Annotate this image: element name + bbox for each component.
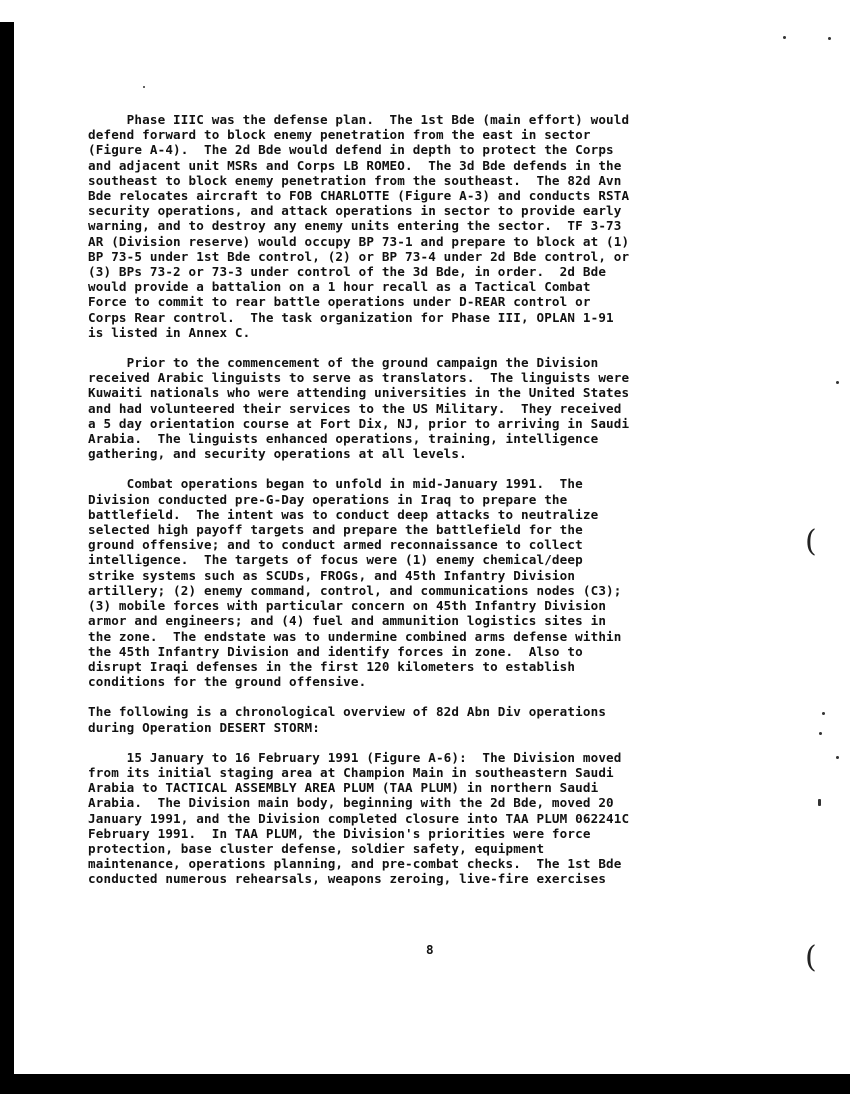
text-line: conditions for the ground offensive. [88, 674, 367, 690]
text-line: conducted numerous rehearsals, weapons zeroing, live-fire exercises [88, 871, 607, 887]
text-line: the zone. The endstate was to undermine combined arms defense within [88, 628, 622, 644]
text-line: (3) BPs 73-2 or 73-3 under control of the 3d Bde, in order. 2d Bde [88, 264, 607, 280]
text-line: a 5 day orientation course at Fort Dix, NJ, prior to arriving in Saudi [88, 415, 630, 431]
text-line: The following is a chronological overview of 82d Abn Div operations [88, 704, 607, 720]
text-line: received Arabic linguists to serve as translators. The linguists were [88, 370, 630, 386]
scan-speck [836, 756, 839, 759]
text-line: Phase IIIC was the defense plan. The 1st Bde (main effort) would [88, 112, 630, 127]
text-line: protection, base cluster defense, soldier safety, equipment [88, 840, 545, 856]
text-line: February 1991. In TAA PLUM, the Division's priorities were force [88, 825, 591, 841]
scan-border-bottom [0, 1074, 850, 1094]
text-line: southeast to block enemy penetration from the southeast. The 82d Avn [88, 172, 622, 188]
text-line: battlefield. The intent was to conduct deep attacks to neutralize [88, 506, 599, 522]
text-line: Arabia. The linguists enhanced operations, training, intelligence [88, 431, 599, 447]
text-line: is listed in Annex C. [88, 324, 251, 340]
text-line: Force to commit to rear battle operations under D-REAR control or [88, 294, 591, 310]
text-line: Arabia. The Division main body, beginning with the 2d Bde, moved 20 [88, 795, 614, 811]
text-line: BP 73-5 under 1st Bde control, (2) or BP 73-4 under 2d Bde control, or [88, 248, 630, 264]
text-line: strike systems such as SCUDs, FROGs, and 45th Infantry Division [88, 567, 576, 583]
scan-speck [836, 381, 839, 384]
text-line: the 45th Infantry Division and identify forces in zone. Also to [88, 643, 583, 659]
paragraph [88, 476, 778, 689]
text-line: and had volunteered their services to the US Military. They received [88, 400, 622, 416]
scan-border-left [0, 22, 14, 1074]
text-line: ground offensive; and to conduct armed reconnaissance to collect [88, 537, 583, 553]
text-line: Corps Rear control. The task organization for Phase III, OPLAN 1-91 [88, 309, 614, 325]
margin-paren-mark: ( [805, 940, 817, 975]
scan-speck [828, 37, 831, 40]
text-line: 15 January to 16 February 1991 (Figure A-6): The Division moved [88, 749, 622, 765]
text-line: Bde relocates aircraft to FOB CHARLOTTE (Figure A-3) and conducts RSTA [88, 188, 630, 204]
text-line: and adjacent unit MSRs and Corps LB ROMEO. The 3d Bde defends in the [88, 157, 622, 173]
scan-speck [819, 732, 822, 735]
scan-speck [818, 799, 821, 806]
page-number: 8 [426, 942, 434, 957]
text-line: (3) mobile forces with particular concern on 45th Infantry Division [88, 598, 607, 614]
scan-speck [783, 36, 786, 39]
paragraph [88, 355, 778, 461]
margin-paren-mark: ( [805, 524, 817, 559]
paragraph [88, 750, 778, 887]
text-line: during Operation DESERT STORM: [88, 719, 320, 735]
text-line: security operations, and attack operations in sector to provide early [88, 203, 622, 219]
paragraph [88, 704, 778, 734]
text-line: January 1991, and the Division completed closure into TAA PLUM 062241C [88, 810, 630, 826]
text-line: gathering, and security operations at all levels. [88, 446, 467, 462]
text-line: from its initial staging area at Champion Main in southeastern Saudi [88, 764, 614, 780]
paragraph [88, 112, 778, 340]
text-line: warning, and to destroy any enemy units entering the sector. TF 3-73 [88, 218, 622, 234]
text-line: (Figure A-4). The 2d Bde would defend in depth to protect the Corps [88, 142, 614, 158]
text-line: Combat operations began to unfold in mid-January 1991. The [88, 476, 583, 492]
text-line: selected high payoff targets and prepare the battlefield for the [88, 522, 583, 538]
text-line: Prior to the commencement of the ground campaign the Division [88, 355, 599, 371]
text-line: Kuwaiti nationals who were attending universities in the United States [88, 385, 630, 401]
text-line: would provide a battalion on a 1 hour recall as a Tactical Combat [88, 279, 591, 295]
text-line: maintenance, operations planning, and pre-combat checks. The 1st Bde [88, 856, 622, 872]
text-line: disrupt Iraqi defenses in the first 120 kilometers to establish [88, 658, 576, 674]
text-line: defend forward to block enemy penetration from the east in sector [88, 127, 591, 143]
text-line: intelligence. The targets of focus were (1) enemy chemical/deep [88, 552, 583, 568]
scan-speck [143, 86, 145, 88]
text-line: Division conducted pre-G-Day operations in Iraq to prepare the [88, 491, 568, 507]
document-body [88, 112, 778, 902]
text-line: AR (Division reserve) would occupy BP 73-1 and prepare to block at (1) [88, 233, 630, 249]
text-line: armor and engineers; and (4) fuel and ammunition logistics sites in [88, 613, 607, 629]
text-line: artillery; (2) enemy command, control, and communications nodes (C3); [88, 582, 622, 598]
text-line: Arabia to TACTICAL ASSEMBLY AREA PLUM (TAA PLUM) in northern Saudi [88, 780, 599, 796]
scan-speck [822, 712, 825, 715]
